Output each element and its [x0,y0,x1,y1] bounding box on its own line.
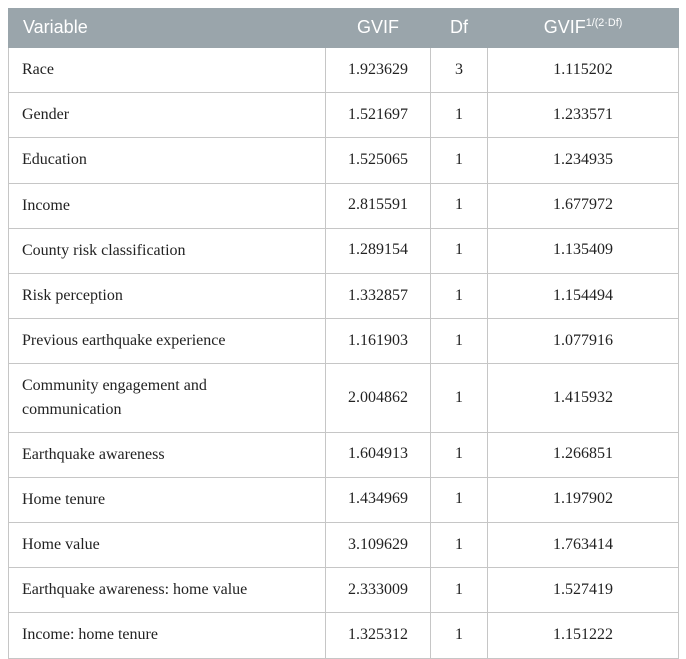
cell-gvif [326,183,431,228]
cell-gvif-text: 1.289154 [348,241,408,259]
cell-gvif-power-text: 1.234935 [553,150,613,168]
cell-gvif-text: 3.109629 [348,535,408,553]
cell-df-text: 1 [455,535,463,553]
cell-variable-text: County risk classification [22,241,186,259]
table-row [9,183,679,228]
cell-df-text: 1 [455,388,463,406]
cell-df [431,568,488,613]
cell-gvif-power-text: 1.154494 [553,286,613,304]
cell-variable [9,523,326,568]
cell-df [431,228,488,273]
cell-gvif [326,523,431,568]
table-body [9,48,679,659]
cell-variable-text: Education [22,151,87,169]
cell-gvif-text: 2.815591 [348,196,408,214]
column-header-df [431,9,488,48]
cell-variable [9,364,326,432]
cell-gvif-power-text: 1.135409 [553,241,613,259]
cell-variable [9,613,326,658]
cell-gvif [326,364,431,432]
column-header-df-label: Df [450,17,468,37]
cell-df-text: 1 [455,105,463,123]
table-row [9,568,679,613]
cell-gvif-power-text: 1.077916 [553,331,613,349]
cell-df [431,432,488,477]
cell-gvif-power [488,432,679,477]
cell-gvif-power-text: 1.677972 [553,196,613,214]
cell-df-text: 1 [455,196,463,214]
column-header-gvif-power-label: GVIF [543,17,586,37]
cell-variable [9,228,326,273]
cell-df [431,523,488,568]
cell-df [431,48,488,93]
cell-variable-text: Earthquake awareness [22,445,165,463]
cell-gvif-power [488,319,679,364]
cell-df [431,319,488,364]
cell-variable-text: Home tenure [22,490,106,508]
cell-df [431,364,488,432]
cell-gvif [326,613,431,658]
cell-gvif [326,432,431,477]
cell-gvif-power [488,273,679,318]
table-row [9,138,679,183]
cell-df-text: 1 [455,580,463,598]
cell-gvif-text: 1.434969 [348,490,408,508]
cell-variable [9,477,326,522]
cell-gvif-text: 1.161903 [348,331,408,349]
cell-variable [9,48,326,93]
cell-df-text: 1 [455,241,463,259]
cell-variable-text: Earthquake awareness: home value [22,581,248,599]
cell-gvif-power-text: 1.415932 [553,388,613,406]
cell-df-text: 1 [455,150,463,168]
cell-gvif-text: 1.604913 [348,445,408,463]
cell-variable-text: Income: home tenure [22,626,158,644]
cell-variable-text: Gender [22,106,70,124]
gvif-table [8,8,679,659]
table-row [9,364,679,432]
cell-gvif-text: 1.525065 [348,150,408,168]
cell-variable [9,319,326,364]
cell-gvif-power-text: 1.115202 [553,60,613,78]
cell-gvif-power-text: 1.197902 [553,490,613,508]
cell-gvif [326,93,431,138]
cell-gvif-power-text: 1.527419 [553,580,613,598]
cell-gvif-power-text: 1.266851 [553,445,613,463]
cell-df-text: 1 [455,490,463,508]
cell-gvif-power [488,228,679,273]
cell-variable-text: Previous earthquake experience [22,332,226,350]
column-header-variable [9,9,326,48]
cell-df-text: 1 [455,286,463,304]
cell-gvif-power [488,364,679,432]
table-row [9,613,679,658]
table-row [9,319,679,364]
cell-gvif-power [488,523,679,568]
cell-df [431,93,488,138]
cell-gvif-power [488,183,679,228]
cell-df [431,613,488,658]
cell-gvif [326,48,431,93]
cell-df-text: 1 [455,331,463,349]
cell-gvif-power [488,613,679,658]
cell-gvif [326,273,431,318]
cell-gvif-text: 2.004862 [348,388,408,406]
cell-variable [9,183,326,228]
cell-variable-text: Race [22,61,54,78]
cell-df-text: 1 [455,445,463,463]
cell-variable [9,93,326,138]
cell-variable [9,432,326,477]
cell-gvif-power [488,138,679,183]
cell-variable-text: Income [22,196,70,214]
cell-variable-text: Home value [22,536,100,554]
cell-gvif-power-text: 1.151222 [553,626,613,644]
table-row [9,432,679,477]
column-header-gvif [326,9,431,48]
cell-gvif-text: 1.521697 [348,105,408,123]
cell-gvif-text: 1.332857 [348,286,408,304]
table-header-row [9,9,679,48]
table-row [9,477,679,522]
table-row [9,273,679,318]
cell-df [431,477,488,522]
table-row [9,523,679,568]
cell-variable-text: Risk perception [22,286,123,304]
cell-gvif-text: 1.325312 [348,626,408,644]
table-row [9,228,679,273]
column-header-gvif-label: GVIF [356,17,399,37]
table-row [9,48,679,93]
cell-gvif-text: 1.923629 [348,60,408,78]
cell-gvif-power [488,93,679,138]
column-header-gvif-power [488,9,679,48]
table-row [9,93,679,138]
cell-df [431,183,488,228]
cell-df [431,138,488,183]
cell-gvif [326,568,431,613]
cell-variable-text: Community engagement and communication [22,377,207,418]
cell-gvif [326,138,431,183]
cell-gvif-power-text: 1.233571 [553,105,613,123]
cell-gvif-power [488,477,679,522]
cell-gvif [326,228,431,273]
cell-gvif-power [488,568,679,613]
cell-variable [9,138,326,183]
cell-gvif [326,477,431,522]
cell-gvif-power [488,48,679,93]
cell-variable [9,568,326,613]
cell-df [431,273,488,318]
cell-gvif-power-text: 1.763414 [553,535,613,553]
column-header-variable-label: Variable [23,17,88,37]
cell-gvif-text: 2.333009 [348,580,408,598]
column-header-gvif-power-exponent: 1/(2·Df) [585,17,623,29]
cell-variable [9,273,326,318]
cell-df-text: 3 [455,60,463,78]
cell-df-text: 1 [455,626,463,644]
cell-gvif [326,319,431,364]
